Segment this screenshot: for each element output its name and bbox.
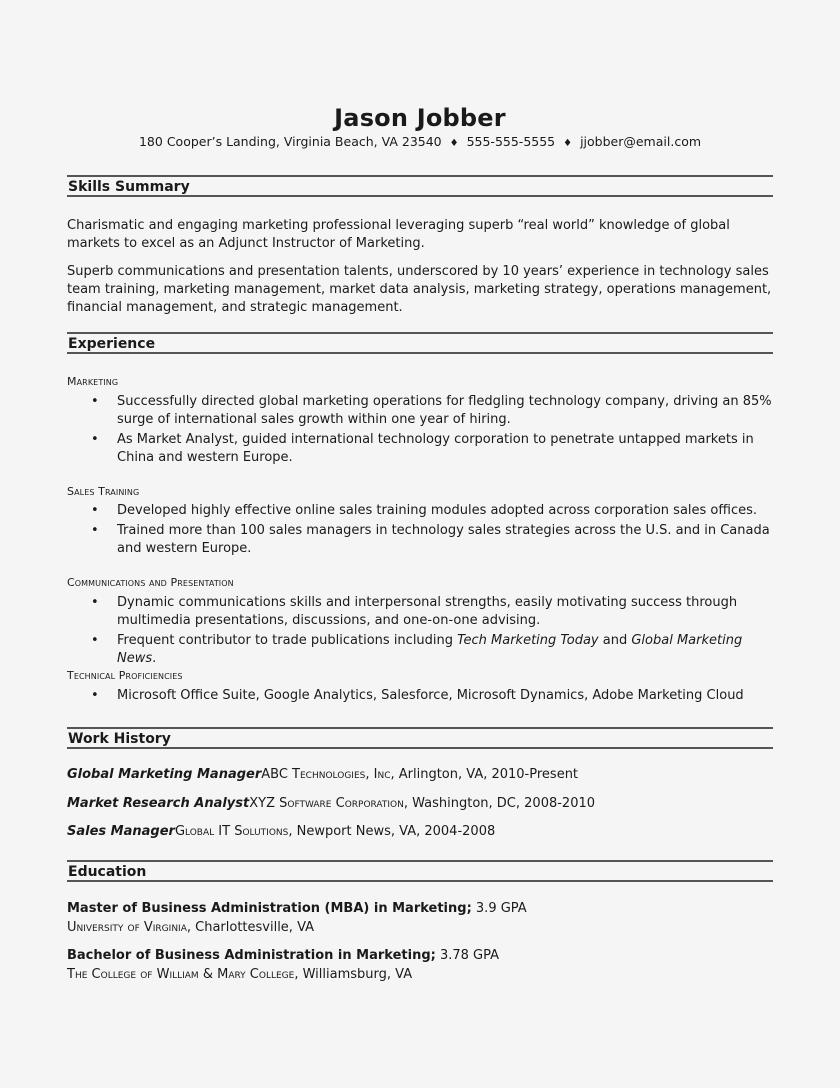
list-item: • Trained more than 100 sales managers in technology sales strategies across the U.S. and in Canada and western Europe. bbox=[91, 523, 770, 556]
school bbox=[67, 920, 314, 935]
section-title: Education bbox=[68, 864, 147, 880]
address: 180 Cooper’s Landing, Virginia Beach, VA 23540 bbox=[138, 134, 442, 149]
bullet-icon: • bbox=[91, 633, 99, 648]
section-title: Skills Summary bbox=[68, 179, 190, 195]
phone: 555-555-5555 bbox=[466, 134, 556, 149]
list-item: • As Market Analyst, guided international technology corporation to penetrate untapped markets in China and western Europe. bbox=[91, 432, 754, 465]
school-name: University of Virginia bbox=[67, 920, 187, 935]
gpa: 3.9 GPA bbox=[471, 901, 527, 916]
publication-title: Global Marketing News bbox=[117, 633, 743, 666]
summary-paragraph: Charismatic and engaging marketing professional leveraging superb “real world” knowledge of global markets to excel as an Adjunct Instructor of Marketing. bbox=[67, 218, 730, 251]
company-name: Global IT Solutions bbox=[174, 824, 289, 839]
email: jjobber@email.com bbox=[580, 134, 702, 149]
experience-group-title: Sales Training bbox=[67, 485, 140, 498]
bullet-icon: • bbox=[91, 523, 99, 538]
experience-group-title: Marketing bbox=[67, 375, 119, 388]
job-title: Global Marketing Manager bbox=[67, 767, 262, 782]
experience-list bbox=[67, 393, 773, 469]
job-title: Market Research Analyst bbox=[67, 796, 250, 811]
bullet-icon: • bbox=[91, 688, 99, 703]
experience-list bbox=[67, 594, 773, 670]
section-title: Experience bbox=[68, 336, 156, 352]
list-item: • Successfully directed global marketing operations for fledgling technology company, driving an 85% surge of international sales growth within one year of hiring. bbox=[91, 394, 772, 427]
job-details: , Newport News, VA, 2004-2008 bbox=[288, 824, 496, 839]
candidate-name: Jason Jobber bbox=[334, 104, 506, 132]
list-item: • Dynamic communications skills and interpersonal strengths, easily motivating success through multimedia presentations, discussions, and one-on-one advising. bbox=[91, 595, 738, 628]
diamond-separator-icon: ♦ bbox=[449, 138, 459, 149]
experience-list bbox=[67, 687, 773, 707]
diamond-separator-icon: ♦ bbox=[563, 138, 573, 149]
bullet-icon: • bbox=[91, 503, 99, 518]
section-title: Work History bbox=[68, 731, 171, 747]
list-item: • Microsoft Office Suite, Google Analytics, Salesforce, Microsoft Dynamics, Adobe Marketing Cloud bbox=[91, 688, 744, 703]
job-details: , Washington, DC, 2008-2010 bbox=[403, 796, 596, 811]
gpa: 3.78 GPA bbox=[435, 948, 500, 963]
work-history-entry bbox=[67, 767, 578, 782]
degree: Bachelor of Business Administration in Marketing; 3.78 GPA bbox=[67, 948, 500, 963]
contact-line bbox=[67, 134, 773, 149]
section-header-education bbox=[67, 860, 773, 882]
degree: Master of Business Administration (MBA) in Marketing; 3.9 GPA bbox=[67, 901, 527, 916]
publication-title: Tech Marketing Today bbox=[457, 633, 599, 648]
section-header-skills bbox=[67, 175, 773, 197]
school-location: , Charlottesville, VA bbox=[186, 920, 315, 935]
work-history-entry bbox=[67, 824, 495, 839]
bullet-icon: • bbox=[91, 394, 99, 409]
job-details: , Arlington, VA, 2010-Present bbox=[390, 767, 579, 782]
work-history-entry bbox=[67, 796, 595, 811]
section-header-work-history bbox=[67, 727, 773, 749]
bullet-icon: • bbox=[91, 432, 99, 447]
experience-group-title: Communications and Presentation bbox=[67, 576, 234, 589]
list-item: • Frequent contributor to trade publications including Tech Marketing Today and Global Marketing News. bbox=[91, 633, 743, 666]
experience-group-title: Technical Proficiencies bbox=[67, 669, 183, 682]
school bbox=[67, 967, 412, 982]
list-item: • Developed highly effective online sales training modules adopted across corporation sales offices. bbox=[91, 503, 758, 518]
school-name: The College of William & Mary College bbox=[67, 967, 295, 982]
summary-paragraph: Superb communications and presentation talents, underscored by 10 years’ experience in technology sales team training, marketing management, market data analysis, marketing strategy, operations management, financial management, and strategic management. bbox=[67, 264, 772, 315]
company-name: ABC Technologies, Inc bbox=[261, 767, 391, 782]
bullet-icon: • bbox=[91, 595, 99, 610]
section-header-experience bbox=[67, 332, 773, 354]
company-name: XYZ Software Corporation bbox=[249, 796, 404, 811]
school-location: , Williamsburg, VA bbox=[294, 967, 413, 982]
experience-list bbox=[67, 502, 773, 560]
job-title: Sales Manager bbox=[67, 824, 175, 839]
